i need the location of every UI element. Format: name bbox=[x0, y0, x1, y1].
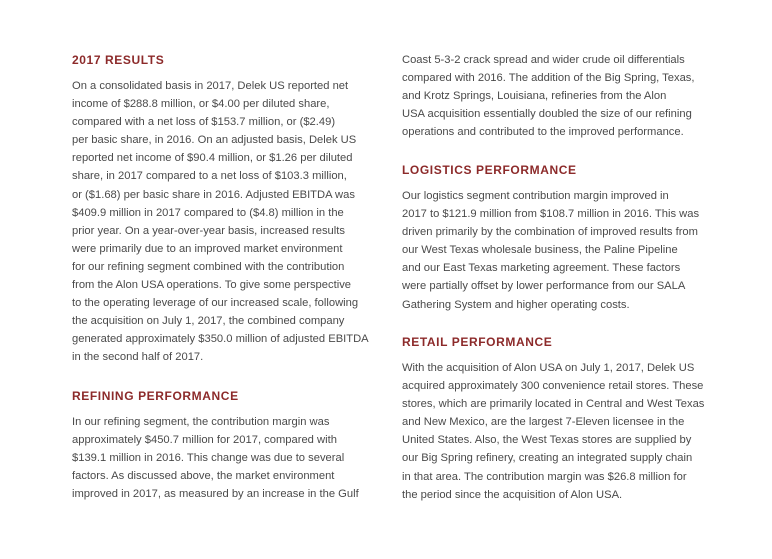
results-paragraph bbox=[72, 77, 369, 367]
text-line: On a consolidated basis in 2017, Delek US reported net bbox=[72, 80, 349, 92]
text-line: from the Alon USA operations. To give some perspective bbox=[72, 279, 352, 292]
text-line: prior year. On a year-over-year basis, increased results bbox=[72, 224, 345, 237]
text-line: in the second half of 2017. bbox=[72, 351, 204, 364]
text-line: our West Texas wholesale business, the Paline Pipeline bbox=[402, 244, 678, 257]
text-line: to the operating leverage of our increased scale, following bbox=[72, 297, 359, 310]
text-line: Coast 5-3-2 crack spread and wider crude oil differentials bbox=[402, 54, 685, 66]
text-line: and our East Texas marketing agreement. These factors bbox=[402, 262, 681, 275]
text-line: In our refining segment, the contribution margin was bbox=[72, 416, 330, 428]
text-line: compared with a net loss of $153.7 million, or ($2.49) bbox=[72, 116, 336, 129]
text-line: improved in 2017, as measured by an increase in the Gulf bbox=[72, 488, 359, 501]
text-line: were primarily due to an improved market environment bbox=[72, 242, 343, 255]
logistics-heading: LOGISTICS PERFORMANCE bbox=[402, 163, 577, 177]
text-line: generated approximately $350.0 million of adjusted EBITDA bbox=[72, 333, 369, 346]
text-line: our Big Spring refinery, creating an integrated supply chain bbox=[402, 452, 693, 465]
retail-heading: RETAIL PERFORMANCE bbox=[402, 335, 553, 349]
text-line: With the acquisition of Alon USA on July 1, 2017, Delek US bbox=[402, 362, 695, 374]
text-line: and New Mexico, are the largest 7-Eleven licensee in the bbox=[402, 416, 685, 429]
text-line: stores, which are primarily located in Central and West Texas bbox=[402, 398, 705, 411]
text-line: Gathering System and higher operating costs. bbox=[402, 298, 630, 311]
text-line: approximately $450.7 million for 2017, compared with bbox=[72, 434, 337, 447]
text-line: USA acquisition essentially doubled the size of our refining bbox=[402, 108, 692, 121]
text-line: per basic share, in 2016. On an adjusted basis, Delek US bbox=[72, 134, 357, 147]
refining-paragraph-part1 bbox=[72, 413, 359, 503]
text-line: United States. Also, the West Texas stores are supplied by bbox=[402, 434, 692, 447]
text-line: acquired approximately 300 convenience retail stores. These bbox=[402, 380, 704, 393]
text-line: factors. As discussed above, the market environment bbox=[72, 470, 335, 483]
refining-heading: REFINING PERFORMANCE bbox=[72, 389, 239, 403]
text-line: in that area. The contribution margin was $26.8 million for bbox=[402, 470, 687, 483]
refining-paragraph-part2 bbox=[402, 51, 695, 141]
text-line: 2017 to $121.9 million from $108.7 million in 2016. This was bbox=[402, 208, 700, 221]
retail-paragraph bbox=[402, 359, 704, 504]
text-line: income of $288.8 million, or $4.00 per diluted share, bbox=[72, 98, 330, 111]
text-line: reported net income of $90.4 million, or $1.26 per diluted bbox=[72, 152, 353, 165]
text-line: and Krotz Springs, Louisiana, refineries from the Alon bbox=[402, 90, 667, 103]
text-line: the period since the acquisition of Alon USA. bbox=[402, 488, 623, 501]
text-line: the acquisition on July 1, 2017, the combined company bbox=[72, 315, 345, 328]
text-line: Our logistics segment contribution margin improved in bbox=[402, 190, 669, 202]
text-line: or ($1.68) per basic share in 2016. Adjusted EBITDA was bbox=[72, 188, 355, 201]
text-line: were partially offset by lower performance from our SALA bbox=[402, 280, 686, 293]
text-line: operations and contributed to the improved performance. bbox=[402, 126, 684, 139]
text-line: $139.1 million in 2016. This change was due to several bbox=[72, 452, 345, 465]
text-line: $409.9 million in 2017 compared to ($4.8) million in the bbox=[72, 206, 344, 219]
text-line: compared with 2016. The addition of the Big Spring, Texas, bbox=[402, 72, 695, 85]
text-line: driven primarily by the combination of improved results from bbox=[402, 226, 698, 239]
logistics-paragraph bbox=[402, 187, 699, 314]
results-heading: 2017 RESULTS bbox=[72, 53, 165, 67]
text-line: share, in 2017 compared to a net loss of $103.3 million, bbox=[72, 170, 347, 183]
text-line: for our refining segment combined with the contribution bbox=[72, 260, 345, 273]
